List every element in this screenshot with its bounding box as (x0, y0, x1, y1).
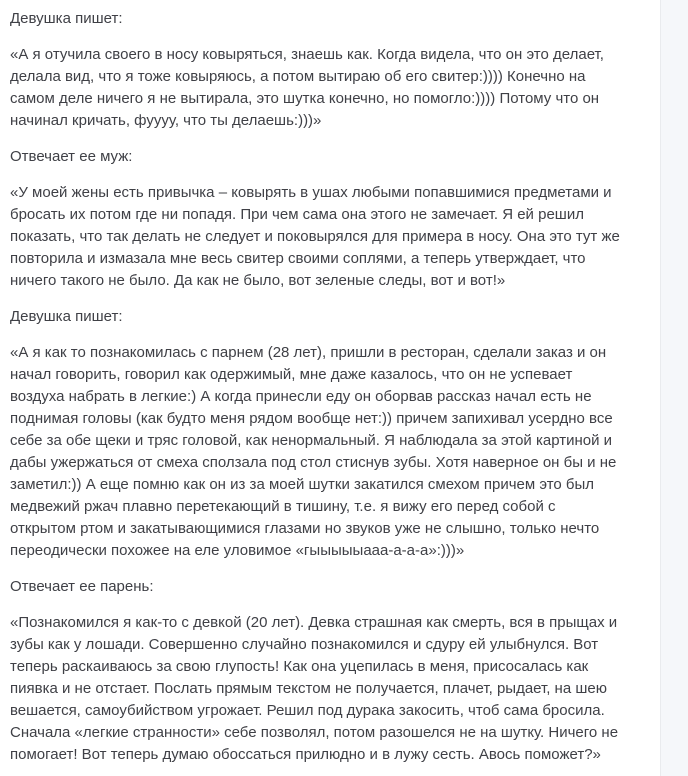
post-quote-text: «Познакомился я как-то с девкой (20 лет). Девка страшная как смерть, вся в прыщах и зубы как у лошади. Совершенно случайно познакомился и сдуру ей улыбнулся. Вот теперь раскаиваюсь за свою глупость! Как она уцепилась в меня, присосалась как пиявка и не отстает. Послать прямым текстом не получается, плачет, рыдает, на шею вешается, самоубийством угрожает. Решил под дурака закосить, чтоб сама бросила. Сначала «легкие странности» себе позволял, потом разошелся не на шутку. Ничего не помогает! Вот теперь думаю обоссаться прилюдно и в лужу сесть. Авось поможет?» (10, 614, 619, 763)
post-author-label: Девушка пишет: (10, 10, 123, 27)
post-quote-text: «У моей жены есть привычка – ковырять в ушах любыми попавшимися предметами и бросать их потом где ни попадя. При чем сама она этого не замечает. Я ей решил показать, что так делать не следует и поковырялся для примера в носу. Она это тут же повторила и измазала мне весь свитер своими соплями, а теперь утверждает, что ничего такого не было. Да как не было, вот зеленые следы, вот и вот!» (10, 184, 620, 289)
post-author-label: Девушка пишет: (10, 308, 123, 325)
post-author-label: Отвечает ее парень: (10, 578, 154, 595)
post-quote-text: «А я как то познакомилась с парнем (28 лет), пришли в ресторан, сделали заказ и он начал говорить, говорил как одержимый, мне даже казалось, что он не успевает воздуха набрать в легкие:) А когда принесли еду он оборвав рассказ начал есть не поднимая головы (как будто меня рядом вообще нет:)) причем запихивал усердно все себе за обе щеки и тряс головой, как ненормальный. Я наблюдала за этой картиной и дабы ужержаться от смеха сползала под стол стиснув зубы. Хотя наверное он бы и не заметил:)) А еще помню как он из за моей шутки закатился смехом причем это был медвежий ржач плавно перетекающий в тишину, т.е. я вижу его перед собой с открытом ртом и закатывающимися глазами но звуков уже не слышно, только нечто переодически похожее на еле уловимое «гыыыыыааа-а-а-а»:)))» (10, 344, 617, 559)
post-quote-text: «А я отучила своего в носу ковыряться, знаешь как. Когда видела, что он это делает, делала вид, что я тоже ковыряюсь, а потом вытираю об его свитер:)))) Конечно на самом деле ничего я не вытирала, это шутка конечно, но помогло:)))) Потому что он начинал кричать, фуууу, что ты делаешь:)))» (10, 46, 604, 129)
post-girl-1 (10, 8, 642, 132)
post-boyfriend-reply (10, 576, 642, 766)
post-husband-reply (10, 146, 642, 292)
post-girl-2 (10, 306, 642, 562)
post-author-label: Отвечает ее муж: (10, 148, 133, 165)
